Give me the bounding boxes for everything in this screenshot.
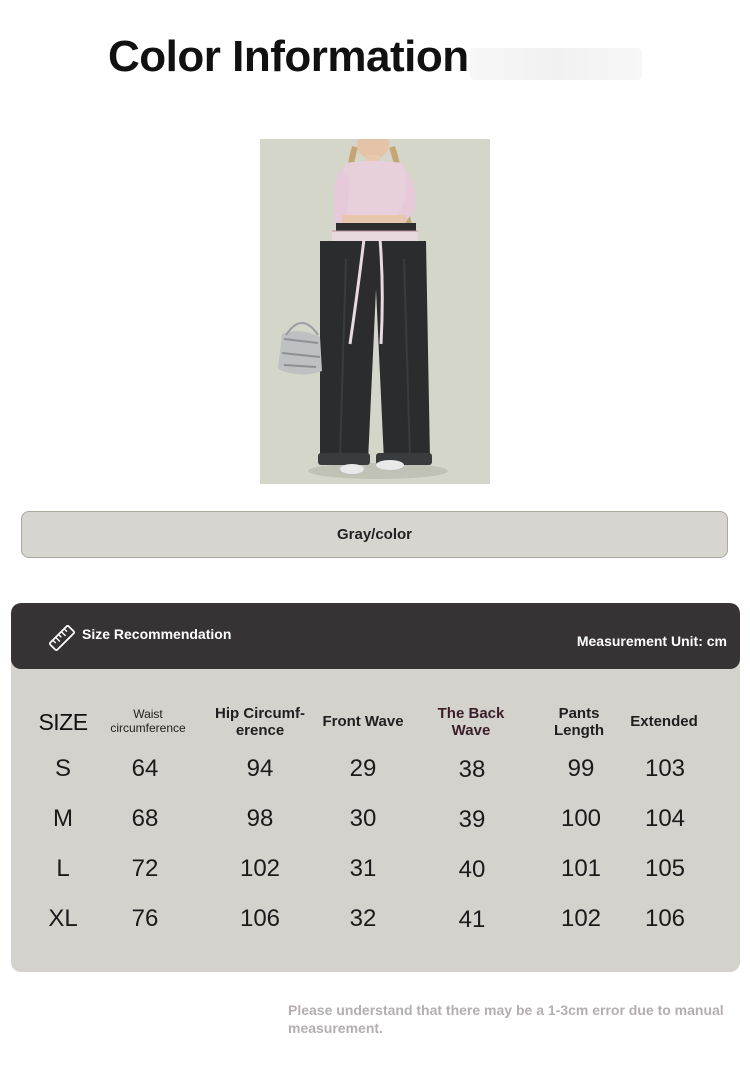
row-m-extended: 104: [644, 805, 686, 832]
row-xl-extended: 106: [644, 905, 686, 932]
row-s-size: S: [54, 755, 72, 782]
row-xl-length: 102: [560, 905, 602, 932]
model-wearing-wide-leg-pants-image: [260, 139, 490, 484]
row-m-size: M: [53, 805, 73, 832]
size-chart-header: [11, 603, 740, 669]
row-s-front: 29: [349, 755, 377, 782]
row-xl-back: 41: [458, 906, 486, 933]
row-l-front: 31: [349, 855, 377, 882]
header-front-wave: Front Wave: [322, 713, 404, 731]
row-s-length: 99: [567, 755, 595, 782]
row-s-extended: 103: [644, 755, 686, 782]
row-m-front: 30: [349, 805, 377, 832]
row-xl-front: 32: [349, 905, 377, 932]
size-chart-title: Size Recommendation: [82, 626, 232, 642]
measurement-disclaimer: Please understand that there may be a 1-3cm error due to manual measurement.: [288, 1002, 724, 1036]
header-pants-length: Pants Length: [554, 704, 604, 739]
row-l-waist: 72: [131, 855, 159, 882]
row-xl-size: XL: [48, 905, 78, 932]
row-l-size: L: [56, 855, 70, 882]
row-l-hip: 102: [239, 855, 281, 882]
measurement-unit: Measurement Unit: cm: [576, 633, 727, 649]
title-watermark: [470, 48, 642, 80]
row-m-back: 39: [458, 806, 486, 833]
row-m-length: 100: [560, 805, 602, 832]
row-l-length: 101: [560, 855, 602, 882]
page-title: Color Information: [108, 32, 469, 81]
header-size: SIZE: [38, 708, 88, 735]
header-hip: Hip Circumf- erence: [215, 704, 305, 739]
size-chart: [11, 603, 740, 972]
row-l-extended: 105: [644, 855, 686, 882]
row-m-waist: 68: [131, 805, 159, 832]
color-option-button[interactable]: [21, 511, 728, 558]
header-extended: Extended: [630, 713, 698, 731]
row-s-back: 38: [458, 756, 486, 783]
row-m-hip: 98: [246, 805, 274, 832]
row-s-hip: 94: [246, 755, 274, 782]
header-waist: Waist circumference: [110, 707, 186, 735]
row-xl-waist: 76: [131, 905, 159, 932]
ruler-icon: [47, 623, 77, 653]
row-xl-hip: 106: [239, 905, 281, 932]
product-photo: [260, 139, 490, 484]
header-back-wave: The Back Wave: [437, 704, 505, 739]
color-option-label: Gray/color: [336, 526, 413, 543]
row-s-waist: 64: [131, 755, 159, 782]
row-l-back: 40: [458, 856, 486, 883]
